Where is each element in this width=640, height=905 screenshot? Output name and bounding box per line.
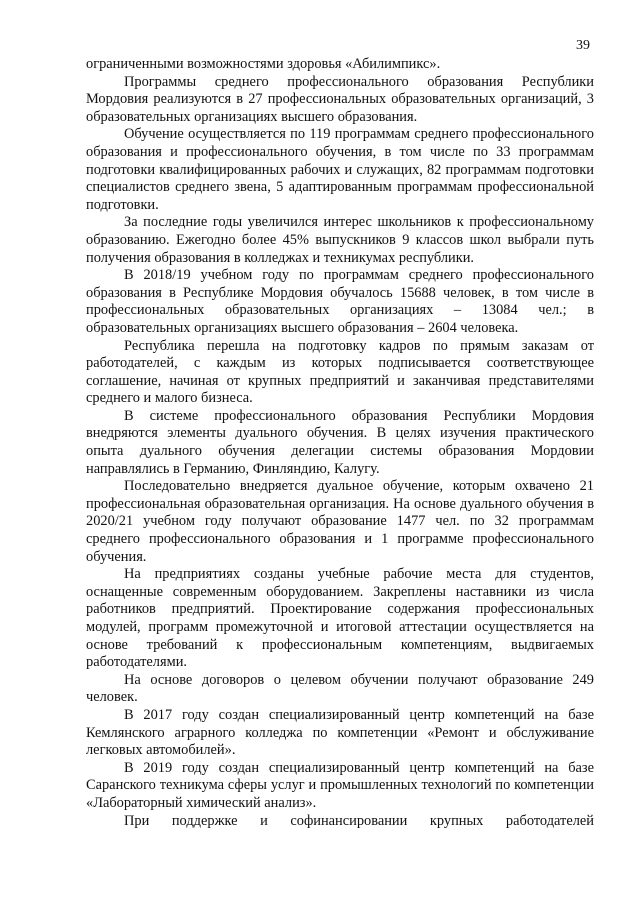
paragraph-dual-education: В системе профессионального образования Республики Мордовия внедряются элементы дуального обучения. В целях изучения практического опыта дуального обучения делегации системы образования Мордовии направлялись в Германию, Финляндию, Калугу.	[86, 407, 594, 477]
paragraph-programs: Программы среднего профессионального образования Республики Мордовия реализуются в 27 профессиональных образовательных организаций, 3 образовательных организациях высшего образования.	[86, 73, 594, 125]
paragraph-student-interest: За последние годы увеличился интерес школьников к профессиональному образованию. Ежегодно более 45% выпускников 9 классов школ выбрали путь получения образования в колледжах и техникумах республики.	[86, 214, 594, 266]
paragraph-dual-coverage: Последовательно внедряется дуальное обучение, которым охвачено 21 профессиональная образовательная организация. На основе дуального обучения в 2020/21 учебном году получают образование 1477 чел. по 32 программам среднего профессионального образования и 1 программе профессионального обучения.	[86, 478, 594, 565]
paragraph-employer-orders: Республика перешла на подготовку кадров по прямым заказам от работодателей, с каждым из которых подписывается соответствующее соглашение, начиная от крупных предприятий и заканчивая представителями среднего и малого бизнеса.	[86, 337, 594, 407]
paragraph-continuation: ограниченными возможностями здоровья «Абилимпикс».	[86, 56, 441, 72]
paragraph-enrollment-2018: В 2018/19 учебном году по программам среднего профессионального образования в Республике Мордовия обучалось 15688 человек, в том числе в профессиональных образовательных организациях – 13084 чел.; в образовательных организациях высшего образования – 2604 человека.	[86, 267, 594, 336]
paragraph-workplaces: На предприятиях созданы учебные рабочие места для студентов, оснащенные современным оборудованием. Закреплены наставники из числа работников предприятий. Проектирование содержания профессиональных модулей, программ промежуточной и итоговой аттестации осуществляется на основе требований к профессиональным компетенциям, выдвигаемых работодателями.	[86, 566, 594, 671]
page-number: 39	[576, 38, 590, 53]
paragraph-targeted-training: На основе договоров о целевом обучении получают образование 249 человек.	[86, 671, 594, 706]
paragraph-employer-support: При поддержке и софинансировании крупных работодателей	[124, 812, 594, 829]
paragraph-center-2017: В 2017 году создан специализированный центр компетенций на базе Кемлянского аграрного колледжа по компетенции «Ремонт и обслуживание легковых автомобилей».	[86, 706, 594, 759]
paragraph-center-2019: В 2019 году создан специализированный центр компетенций на базе Саранского техникума сферы услуг и промышленных технологий по компетенции «Лабораторный химический анализ».	[86, 759, 594, 811]
paragraph-training-programs: Обучение осуществляется по 119 программам среднего профессионального образования и профессионального обучения, в том числе по 33 программам подготовки квалифицированных рабочих и служащих, 82 программам подготовки специалистов среднего звена, 5 адаптированным программам профессиональной подготовки.	[86, 126, 594, 213]
document-body	[86, 56, 594, 830]
